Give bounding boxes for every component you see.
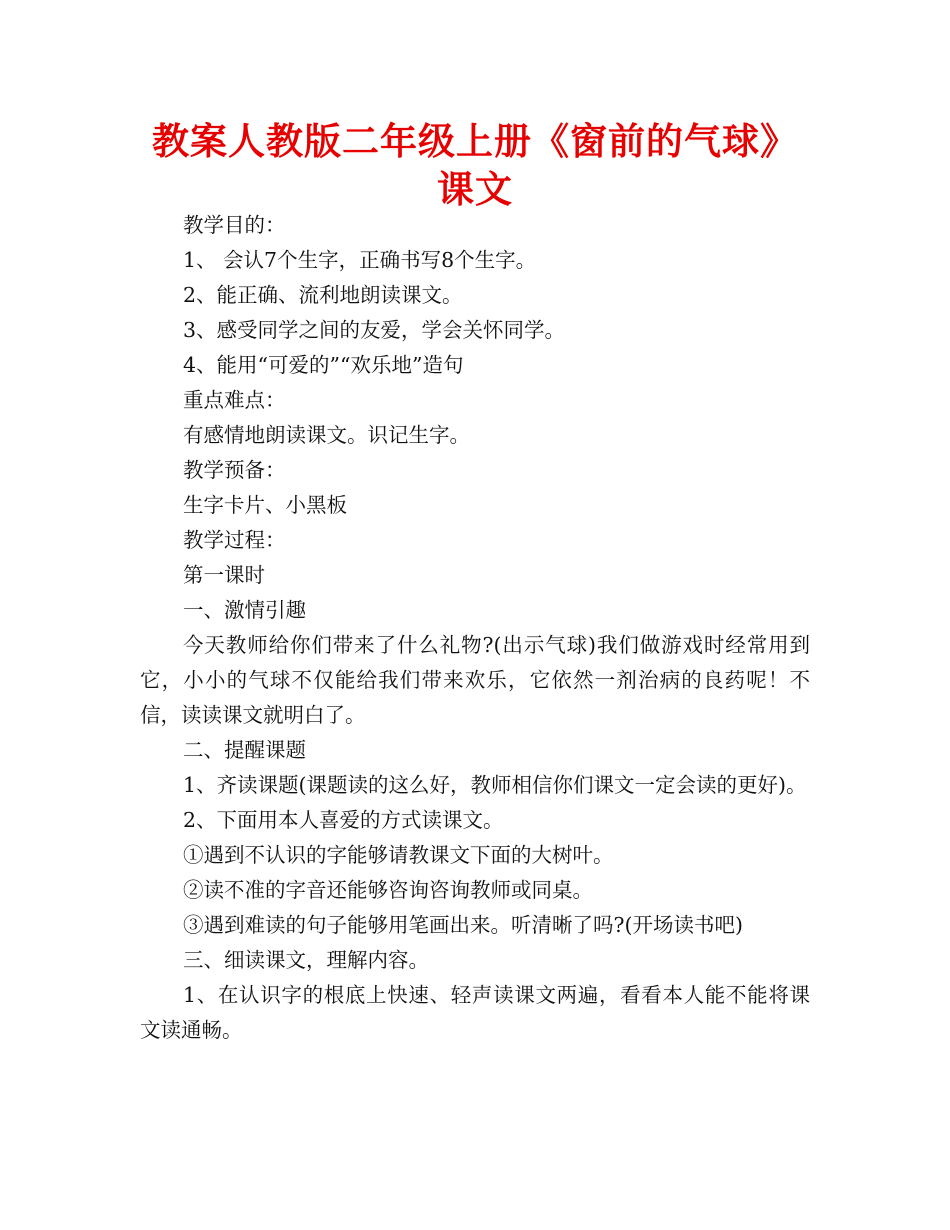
paragraph: 3、感受同学之间的友爱，学会关怀同学。 bbox=[183, 318, 566, 342]
paragraph: 今天教师给你们带来了什么礼物?(出示气球)我们做游戏时经常用到它，小小的气球不仅能给我们带来欢乐，它依然一剂治病的良药呢！不信，读读课文就明白了。 bbox=[140, 633, 810, 727]
paragraph: 教学过程： bbox=[183, 528, 286, 552]
paragraph: 第一课时 bbox=[183, 563, 265, 587]
paragraph: 教学预备： bbox=[183, 458, 286, 482]
paragraph: 2、下面用本人喜爱的方式读课文。 bbox=[183, 808, 504, 832]
paragraph: ①遇到不认识的字能够请教课文下面的大树叶。 bbox=[183, 843, 614, 867]
paragraph: 1、 会认7个生字，正确书写8个生字。 bbox=[183, 248, 537, 272]
paragraph: 二、提醒课题 bbox=[183, 738, 306, 762]
paragraph: ③遇到难读的句子能够用笔画出来。听清晰了吗?(开场读书吧) bbox=[183, 913, 743, 937]
paragraph: 一、激情引趣 bbox=[183, 598, 306, 622]
paragraph: 三、细读课文，理解内容。 bbox=[183, 948, 429, 972]
paragraph: 4、能用“可爱的”“欢乐地”造句 bbox=[183, 353, 464, 377]
paragraph: ②读不准的字音还能够咨询咨询教师或同桌。 bbox=[183, 878, 593, 902]
document-body bbox=[140, 208, 810, 1048]
paragraph: 重点难点： bbox=[183, 388, 286, 412]
paragraph: 有感情地朗读课文。识记生字。 bbox=[183, 423, 470, 447]
paragraph: 教学目的： bbox=[183, 213, 286, 237]
paragraph: 1、在认识字的根底上快速、轻声读课文两遍，看看本人能不能将课文读通畅。 bbox=[140, 983, 810, 1042]
paragraph: 2、能正确、流利地朗读课文。 bbox=[183, 283, 463, 307]
paragraph: 生字卡片、小黑板 bbox=[183, 493, 347, 517]
paragraph: 1、齐读课题(课题读的这么好，教师相信你们课文一定会读的更好)。 bbox=[183, 773, 807, 797]
document-title: 教案人教版二年级上册《窗前的气球》课文 bbox=[152, 120, 798, 211]
